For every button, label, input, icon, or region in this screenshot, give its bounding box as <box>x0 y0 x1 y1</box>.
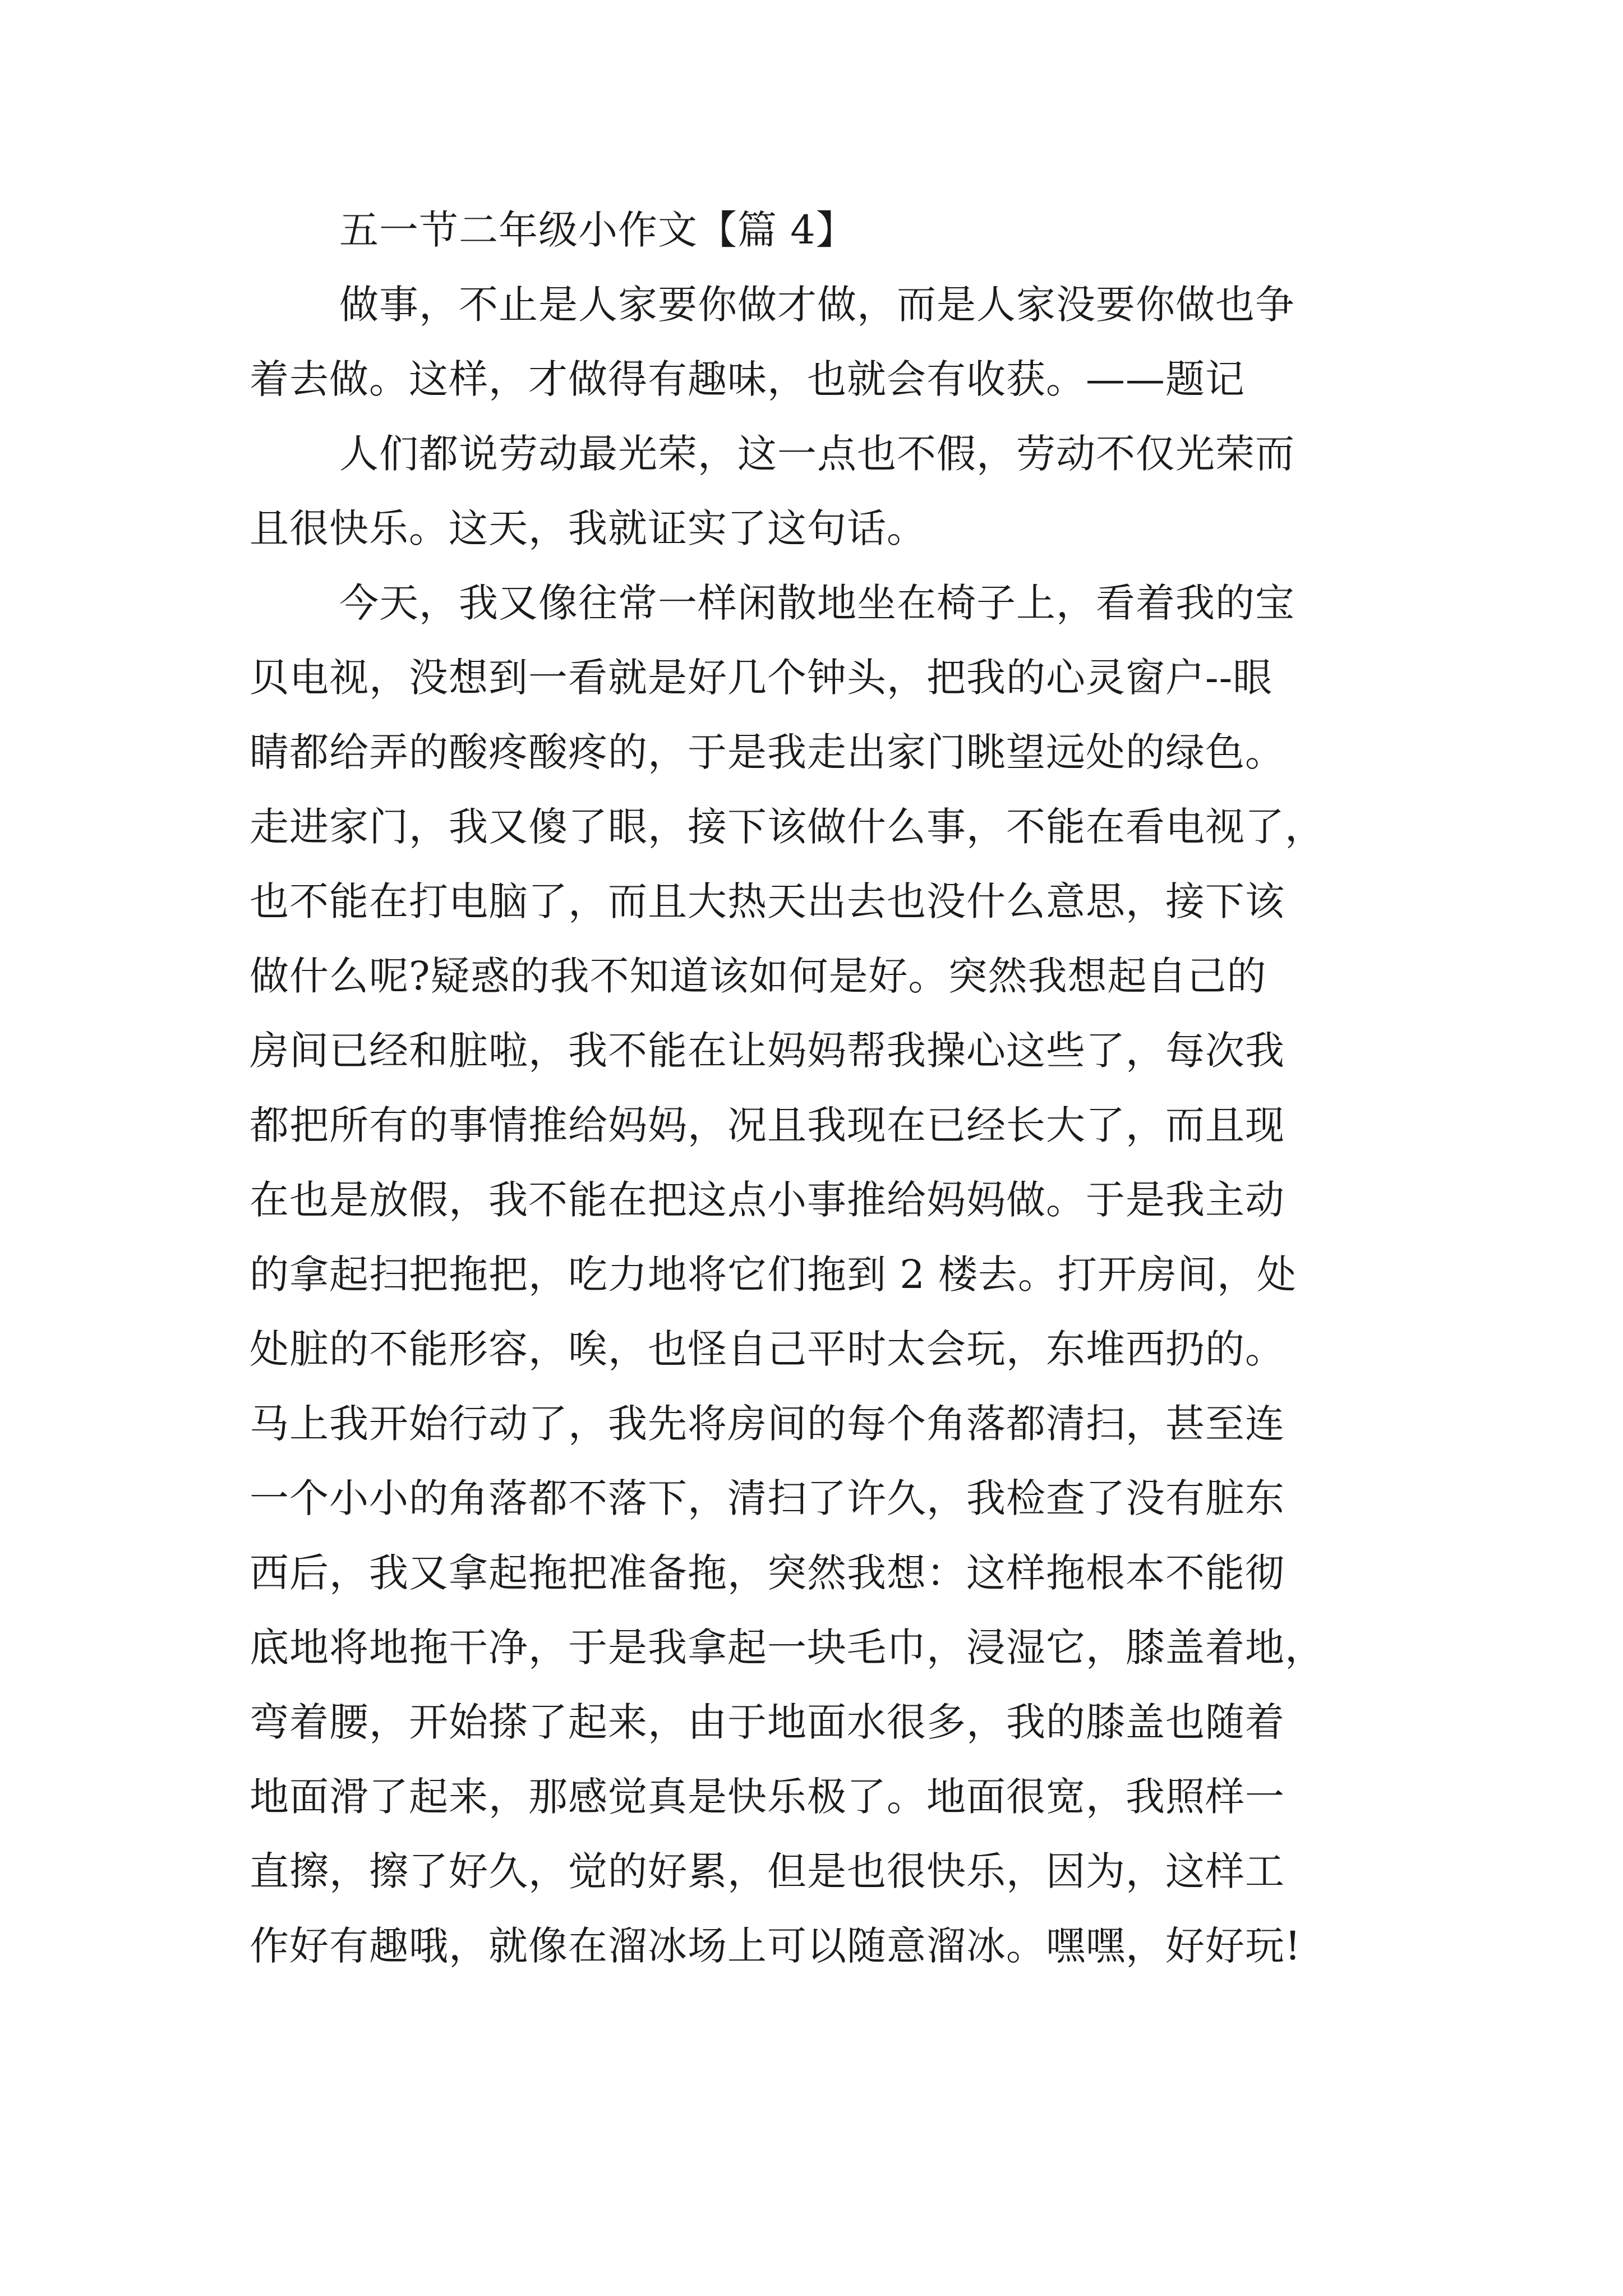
paragraph-line: 作好有趣哦，就像在溜冰场上可以随意溜冰。嘿嘿，好好玩! <box>250 1923 1302 1969</box>
paragraph-line: 都把所有的事情推给妈妈，况且我现在已经长大了，而且现 <box>250 1102 1285 1148</box>
paragraph-line: 直擦，擦了好久，觉的好累，但是也很快乐，因为，这样工 <box>250 1848 1285 1894</box>
paragraph-line: 且很快乐。这天，我就证实了这句话。 <box>250 505 926 551</box>
paragraph-line: 的拿起扫把拖把，吃力地将它们拖到 2 楼去。打开房间，处 <box>250 1251 1297 1297</box>
paragraph-line: 今天，我又像往常一样闲散地坐在椅子上，看着我的宝 <box>339 580 1295 626</box>
paragraph-line: 睛都给弄的酸疼酸疼的，于是我走出家门眺望远处的绿色。 <box>250 729 1285 775</box>
epigraph-line: 做事，不止是人家要你做才做，而是人家没要你做也争 <box>339 282 1295 328</box>
paragraph-line: 一个小小的角落都不落下，清扫了许久，我检查了没有脏东 <box>250 1475 1285 1521</box>
paragraph-line: 弯着腰，开始搽了起来，由于地面水很多，我的膝盖也随着 <box>250 1699 1285 1745</box>
paragraph-line: 做什么呢?疑惑的我不知道该如何是好。突然我想起自己的 <box>250 953 1267 999</box>
paragraph-line: 西后，我又拿起拖把准备拖，突然我想：这样拖根本不能彻 <box>250 1550 1285 1596</box>
paragraph-line: 在也是放假，我不能在把这点小事推给妈妈做。于是我主动 <box>250 1177 1285 1223</box>
epigraph-line: 着去做。这样，才做得有趣味，也就会有收获。——题记 <box>250 356 1245 402</box>
essay-title: 五一节二年级小作文【篇 4】 <box>339 207 856 253</box>
paragraph-line: 底地将地拖干净，于是我拿起一块毛巾，浸湿它，膝盖着地， <box>250 1625 1325 1671</box>
paragraph-line: 房间已经和脏啦，我不能在让妈妈帮我操心这些了，每次我 <box>250 1028 1285 1074</box>
paragraph-line: 人们都说劳动最光荣，这一点也不假，劳动不仅光荣而 <box>339 431 1295 477</box>
paragraph-line: 马上我开始行动了，我先将房间的每个角落都清扫，甚至连 <box>250 1401 1285 1447</box>
paragraph-line: 地面滑了起来，那感觉真是快乐极了。地面很宽，我照样一 <box>250 1774 1285 1820</box>
paragraph-line: 也不能在打电脑了，而且大热天出去也没什么意思，接下该 <box>250 878 1285 924</box>
paragraph-line: 贝电视，没想到一看就是好几个钟头，把我的心灵窗户--眼 <box>250 655 1273 701</box>
paragraph-line: 走进家门，我又傻了眼，接下该做什么事，不能在看电视了， <box>250 804 1325 850</box>
paragraph-line: 处脏的不能形容，唉，也怪自己平时太会玩，东堆西扔的。 <box>250 1326 1285 1372</box>
